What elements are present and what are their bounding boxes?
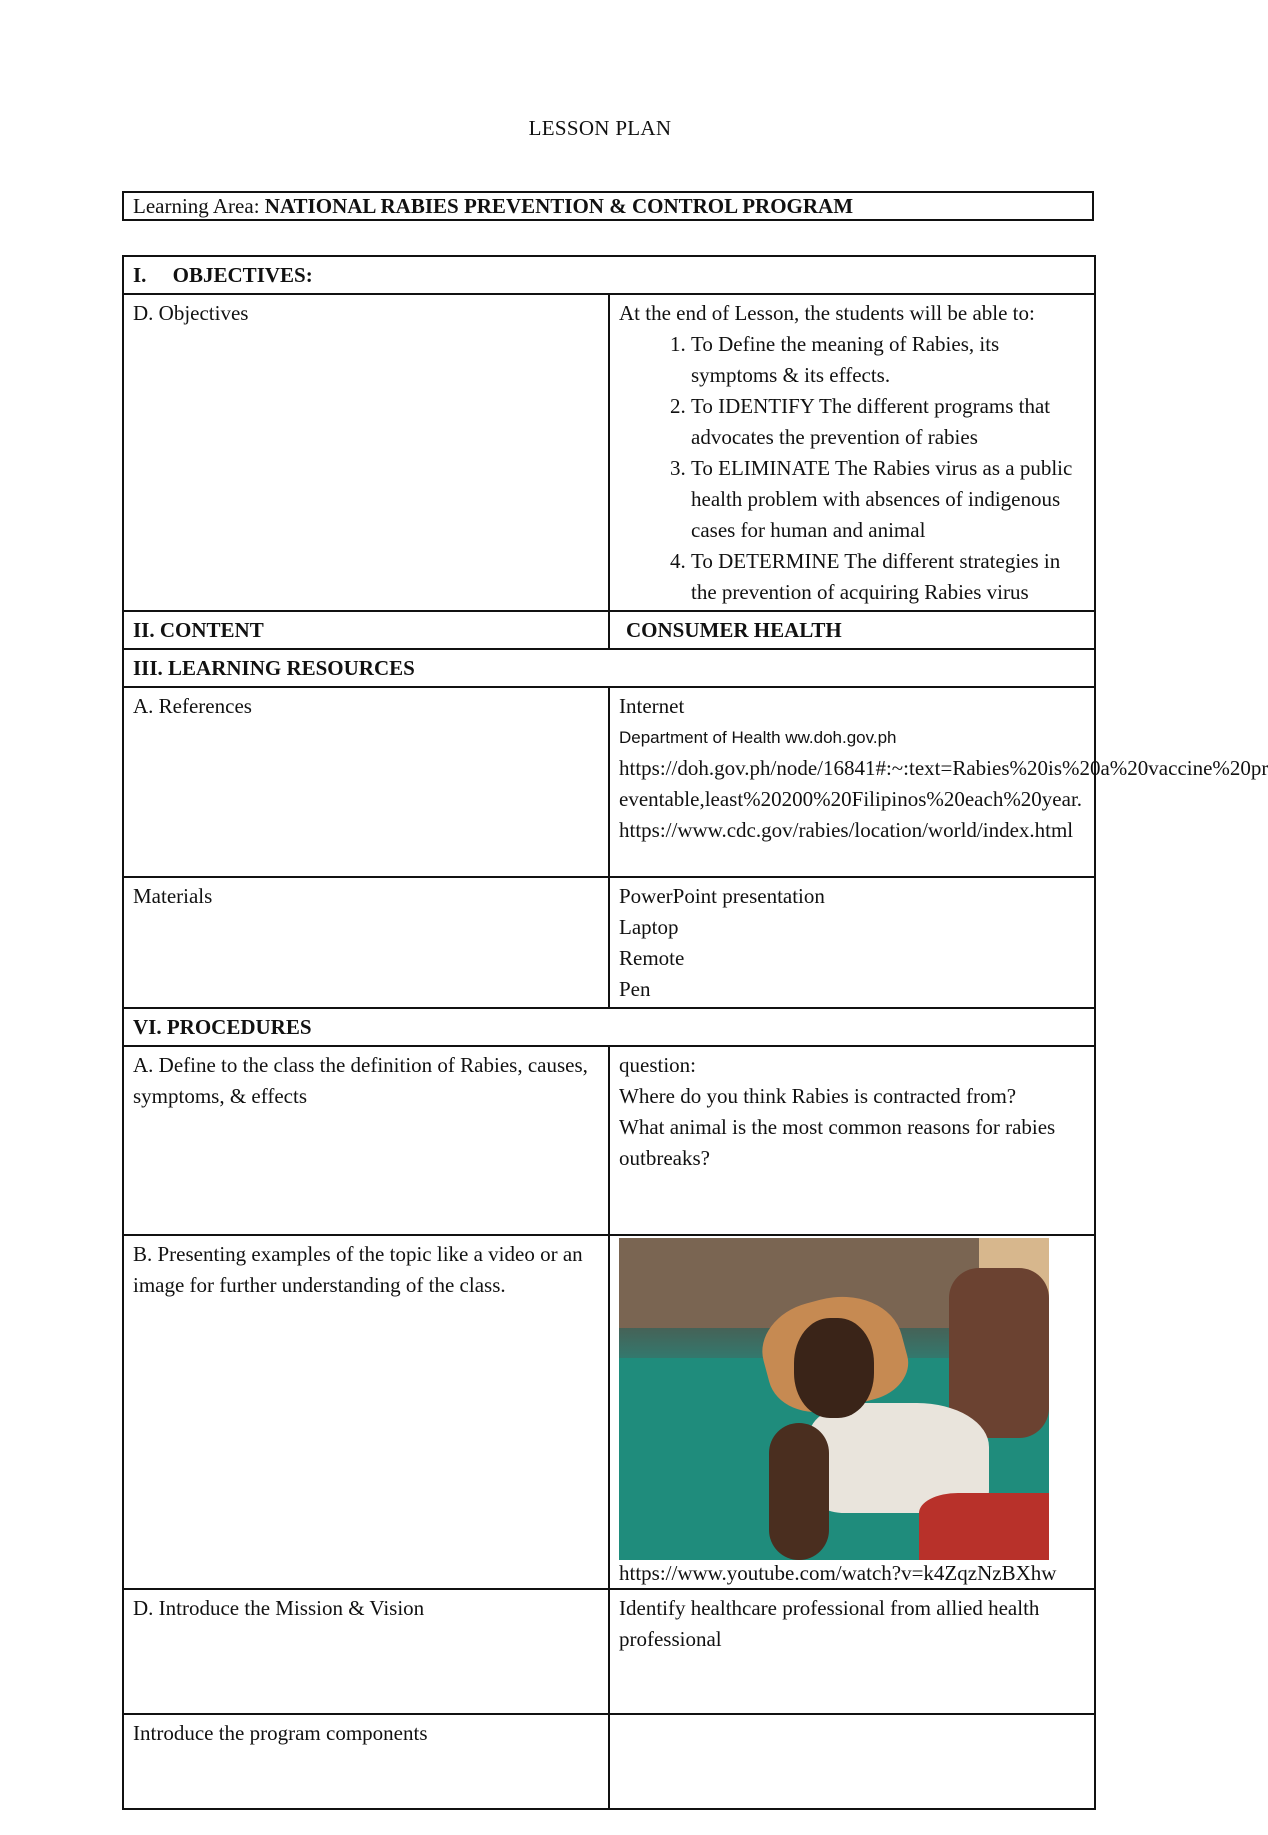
reference-link[interactable]: https://doh.gov.ph/node/16841#:~:text=Rabies%20is%20a%20vaccine%20pr bbox=[619, 756, 1268, 780]
reference-line: Internet bbox=[619, 694, 685, 718]
material-item: Laptop bbox=[619, 915, 679, 939]
patient-photo bbox=[619, 1238, 1049, 1560]
page-title: LESSON PLAN bbox=[528, 116, 672, 140]
reference-line: Department of Health ww.doh.gov.ph bbox=[619, 728, 897, 747]
learning-area-box bbox=[122, 191, 1094, 221]
procedure-b-cell bbox=[609, 1235, 1095, 1589]
content-label: II. CONTENT bbox=[123, 611, 609, 649]
objective-item: 3. To ELIMINATE The Rabies virus as a public health problem with absences of indigenous cases for human and animal bbox=[691, 453, 1085, 546]
procedure-e-text bbox=[609, 1714, 1095, 1809]
procedure-d-text: Identify healthcare professional from allied health professional bbox=[609, 1589, 1095, 1714]
objectives-list bbox=[619, 329, 1085, 608]
content-value: CONSUMER HEALTH bbox=[609, 611, 1095, 649]
material-item: Pen bbox=[619, 977, 651, 1001]
procedure-d-label: D. Introduce the Mission & Vision bbox=[123, 1589, 609, 1714]
materials-cell bbox=[609, 877, 1095, 1008]
objective-item: 2. To IDENTIFY The different programs that advocates the prevention of rabies bbox=[691, 391, 1085, 453]
procedure-b-label: B. Presenting examples of the topic like a video or an image for further understanding of the class. bbox=[123, 1235, 609, 1589]
objectives-label: D. Objectives bbox=[123, 294, 609, 611]
references-cell bbox=[609, 687, 1268, 877]
procedure-a-cell bbox=[609, 1046, 1095, 1235]
materials-label: Materials bbox=[123, 877, 609, 1008]
material-item: PowerPoint presentation bbox=[619, 884, 825, 908]
material-item: Remote bbox=[619, 946, 685, 970]
references-label: A. References bbox=[123, 687, 609, 877]
objective-item: 4. To DETERMINE The different strategies in the prevention of acquiring Rabies virus bbox=[691, 546, 1085, 608]
reference-link[interactable]: https://www.cdc.gov/rabies/location/world/index.html bbox=[619, 818, 1074, 842]
procedure-a-line: Where do you think Rabies is contracted from? bbox=[619, 1084, 1017, 1108]
procedure-e-label: Introduce the program components bbox=[123, 1714, 609, 1809]
resources-header: III. LEARNING RESOURCES bbox=[123, 649, 1095, 687]
objectives-cell bbox=[609, 294, 1095, 611]
procedure-a-line: What animal is the most common reasons for rabies outbreaks? bbox=[619, 1115, 1056, 1170]
objectives-intro: At the end of Lesson, the students will be able to: bbox=[619, 301, 1035, 325]
reference-link[interactable]: eventable,least%20200%20Filipinos%20each%20year. bbox=[619, 787, 1083, 811]
video-link[interactable]: https://www.youtube.com/watch?v=k4ZqzNzBXhw bbox=[619, 1561, 1057, 1585]
objective-item: 1. To Define the meaning of Rabies, its symptoms & its effects. bbox=[691, 329, 1085, 391]
objectives-header: I. OBJECTIVES: bbox=[123, 256, 1095, 294]
procedure-a-label: A. Define to the class the definition of Rabies, causes, symptoms, & effects bbox=[123, 1046, 609, 1235]
learning-area-value: NATIONAL RABIES PREVENTION & CONTROL PROGRAM bbox=[264, 194, 854, 218]
procedure-a-line: question: bbox=[619, 1053, 696, 1077]
procedures-header: VI. PROCEDURES bbox=[123, 1008, 1095, 1046]
learning-area-label: Learning Area: bbox=[133, 194, 260, 218]
lesson-table bbox=[122, 255, 1268, 1810]
